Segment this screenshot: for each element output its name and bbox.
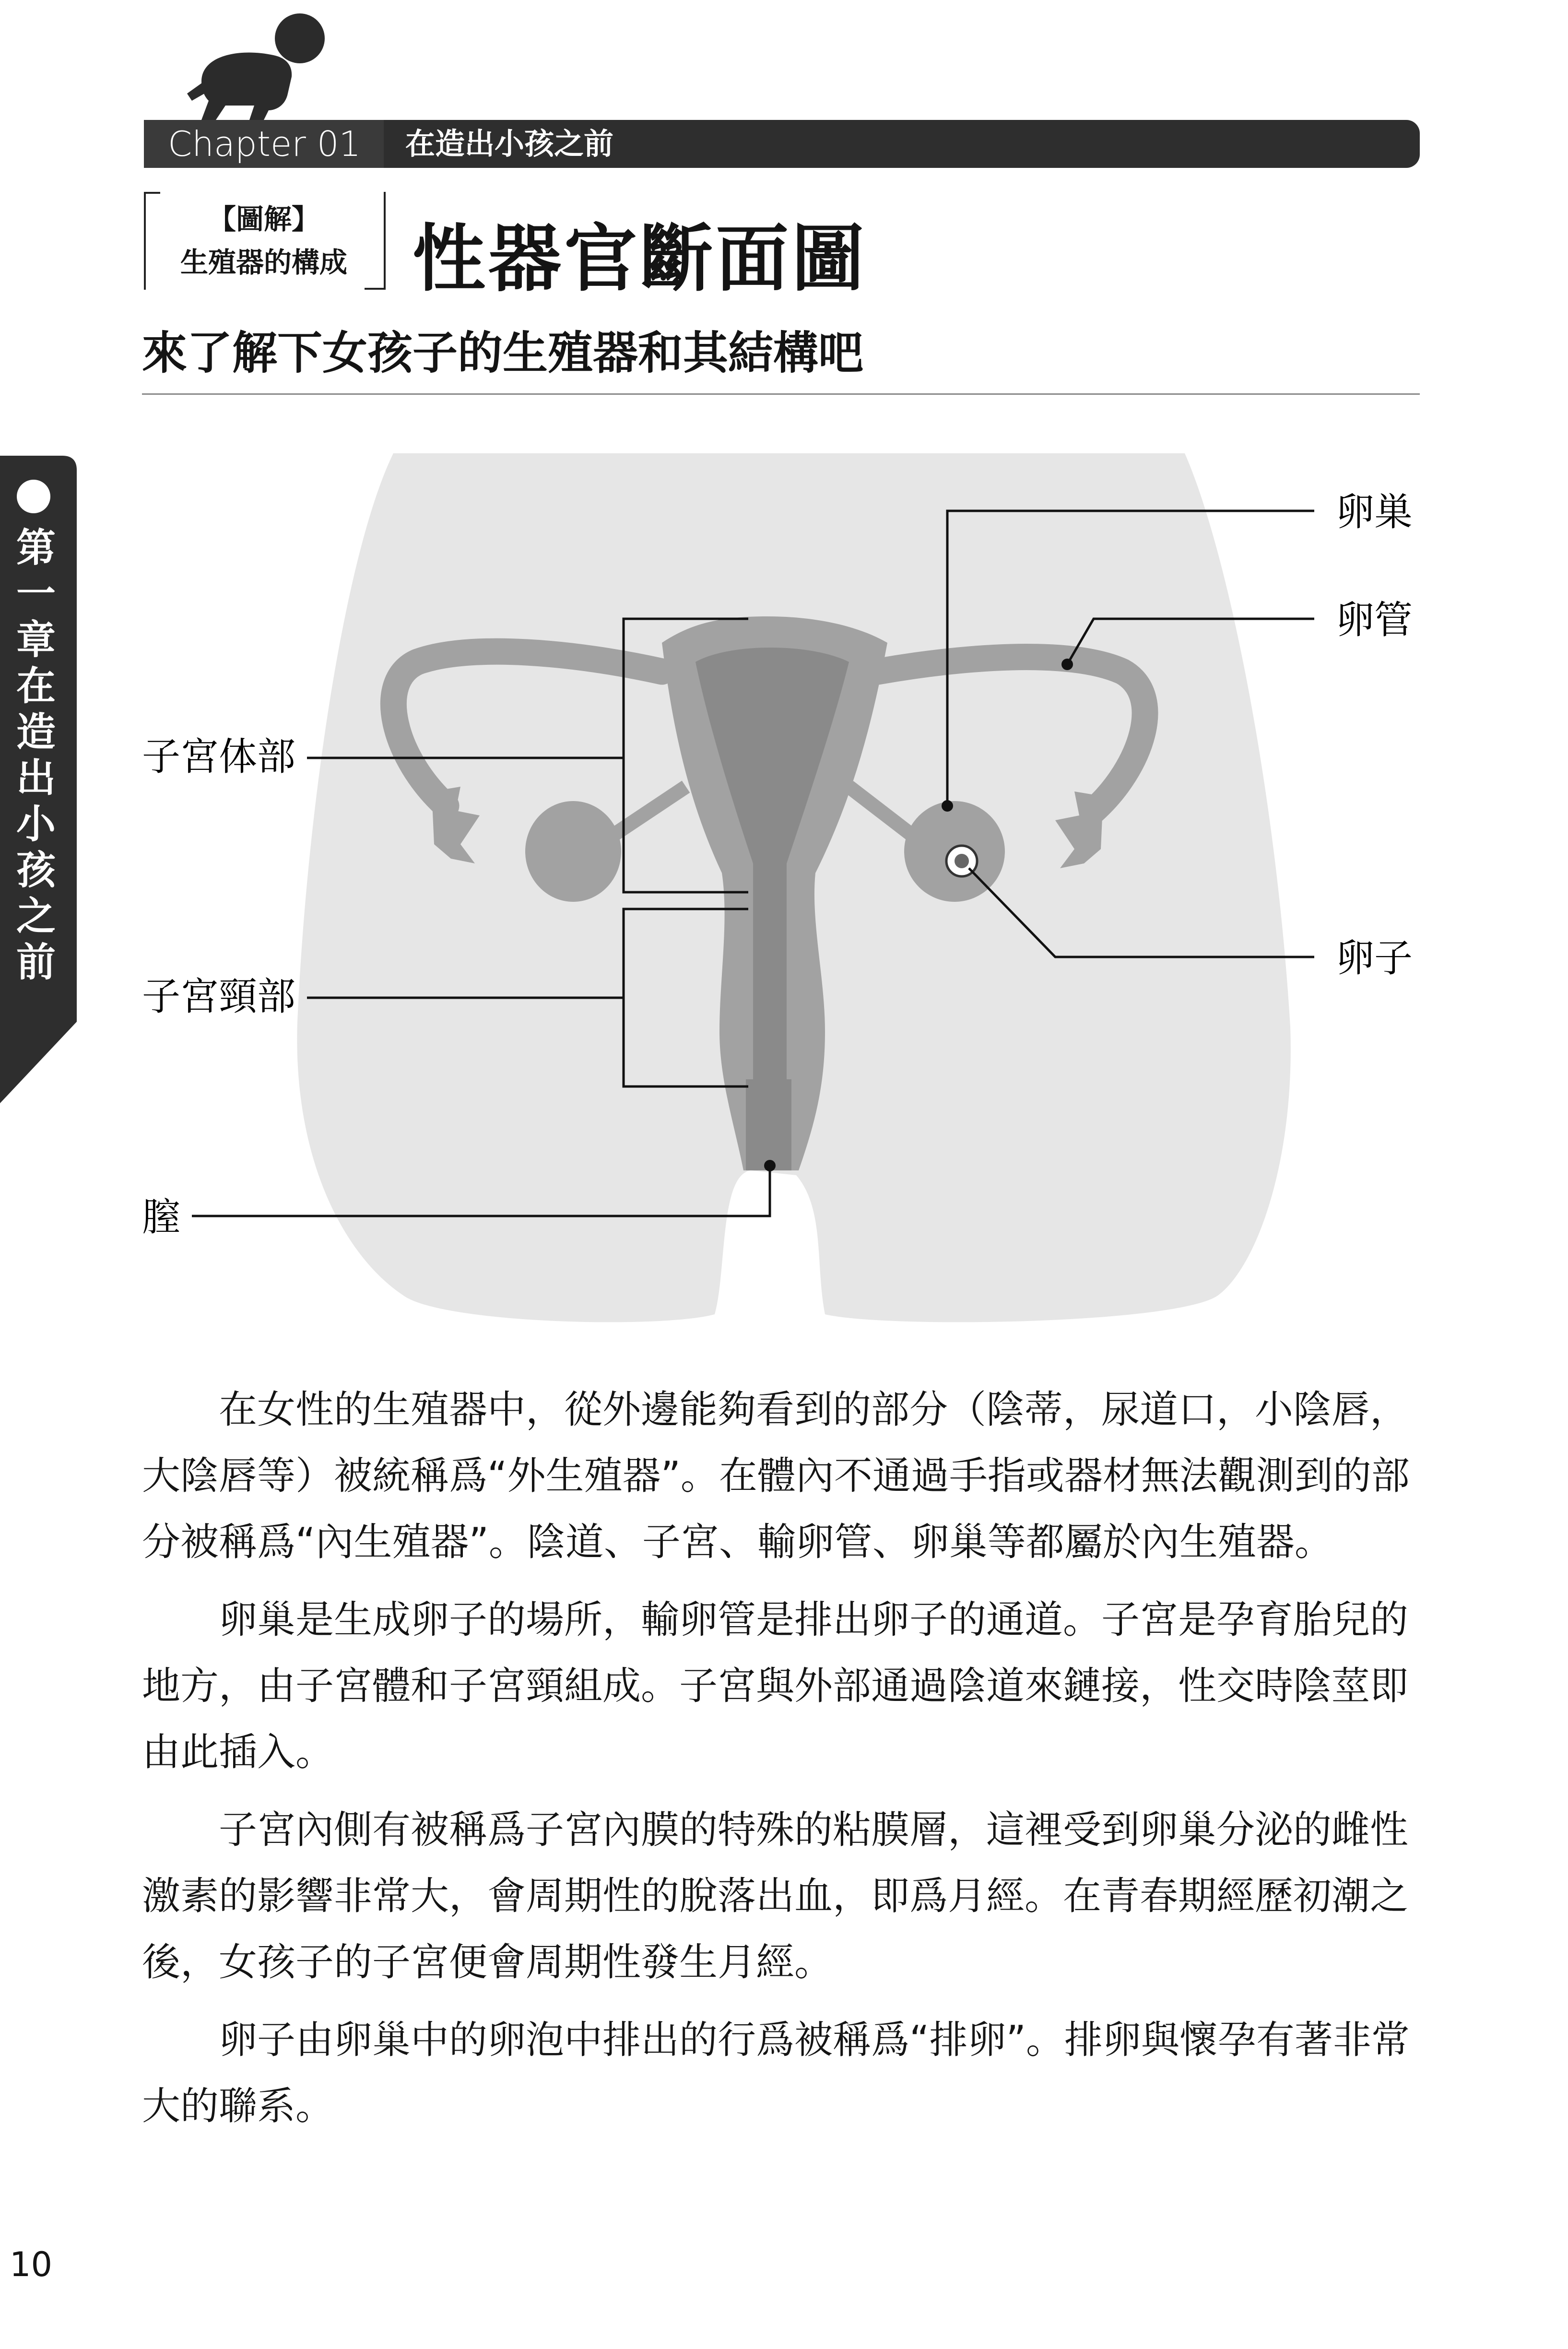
chapter-number: Chapter 01 [144, 120, 384, 168]
crawling-baby-icon [182, 10, 336, 120]
leader-dot-tube [1061, 659, 1073, 670]
body-text [142, 1377, 1423, 2151]
vagina-canal [746, 1079, 791, 1170]
label-ovary: 卵巣 [1336, 490, 1413, 534]
section-tag-line2: 生殖器的構成 [180, 246, 347, 279]
page-title: 性器官斷面圖 [413, 216, 867, 301]
reproductive-organ-diagram [0, 432, 1568, 1343]
label-uterus-body: 子宮体部 [142, 734, 295, 779]
label-fallopian-tube: 卵管 [1336, 598, 1413, 642]
bracket-left [144, 192, 160, 290]
bracket-right [365, 192, 386, 290]
egg-nucleus [955, 854, 969, 868]
paragraph-4: 卵子由卵巢中的卵泡中排出的行爲被稱爲“排卵”。排卵與懷孕有著非常大的聯系。 [142, 2018, 1410, 2128]
page-subtitle: 來了解下女孩子的生殖器和其結構吧 [142, 327, 864, 379]
leader-dot-ovary [942, 800, 953, 812]
section-tag-line1: 【圖解】 [208, 203, 319, 236]
ovary-left [525, 801, 621, 902]
paragraph-1: 在女性的生殖器中，從外邊能夠看到的部分（陰蒂，尿道口，小陰唇，大陰唇等）被統稱爲“外生殖器”。在體內不通過手指或器材無法觀測到的部分被稱爲“內生殖器”。陰道、子宮、輸卵管、卵巢等都屬於內生殖器。 [142, 1387, 1410, 1564]
paragraph-3: 子宮內側有被稱爲子宮內膜的特殊的粘膜層，這裡受到卵巢分泌的雌性激素的影響非常大，會周期性的脫落出血，即爲月經。在青春期經歷初潮之後，女孩子的子宮便會周期性發生月經。 [142, 1807, 1408, 1984]
leader-dot-vagina [764, 1160, 776, 1171]
chapter-title: 在造出小孩之前 [405, 126, 614, 161]
divider [142, 393, 1420, 395]
label-egg: 卵子 [1336, 936, 1413, 980]
page-number: 10 [10, 2245, 53, 2284]
label-cervix: 子宮頸部 [142, 974, 295, 1019]
paragraph-2: 卵巢是生成卵子的場所，輸卵管是排出卵子的通道。子宮是孕育胎兒的地方，由子宮體和子宮頸組成。子宮與外部通過陰道來鏈接，性交時陰莖即由此插入。 [142, 1597, 1408, 1774]
label-vagina: 膣 [142, 1195, 180, 1239]
side-tab-text: 第一章 在造出小孩之前 [16, 525, 56, 985]
